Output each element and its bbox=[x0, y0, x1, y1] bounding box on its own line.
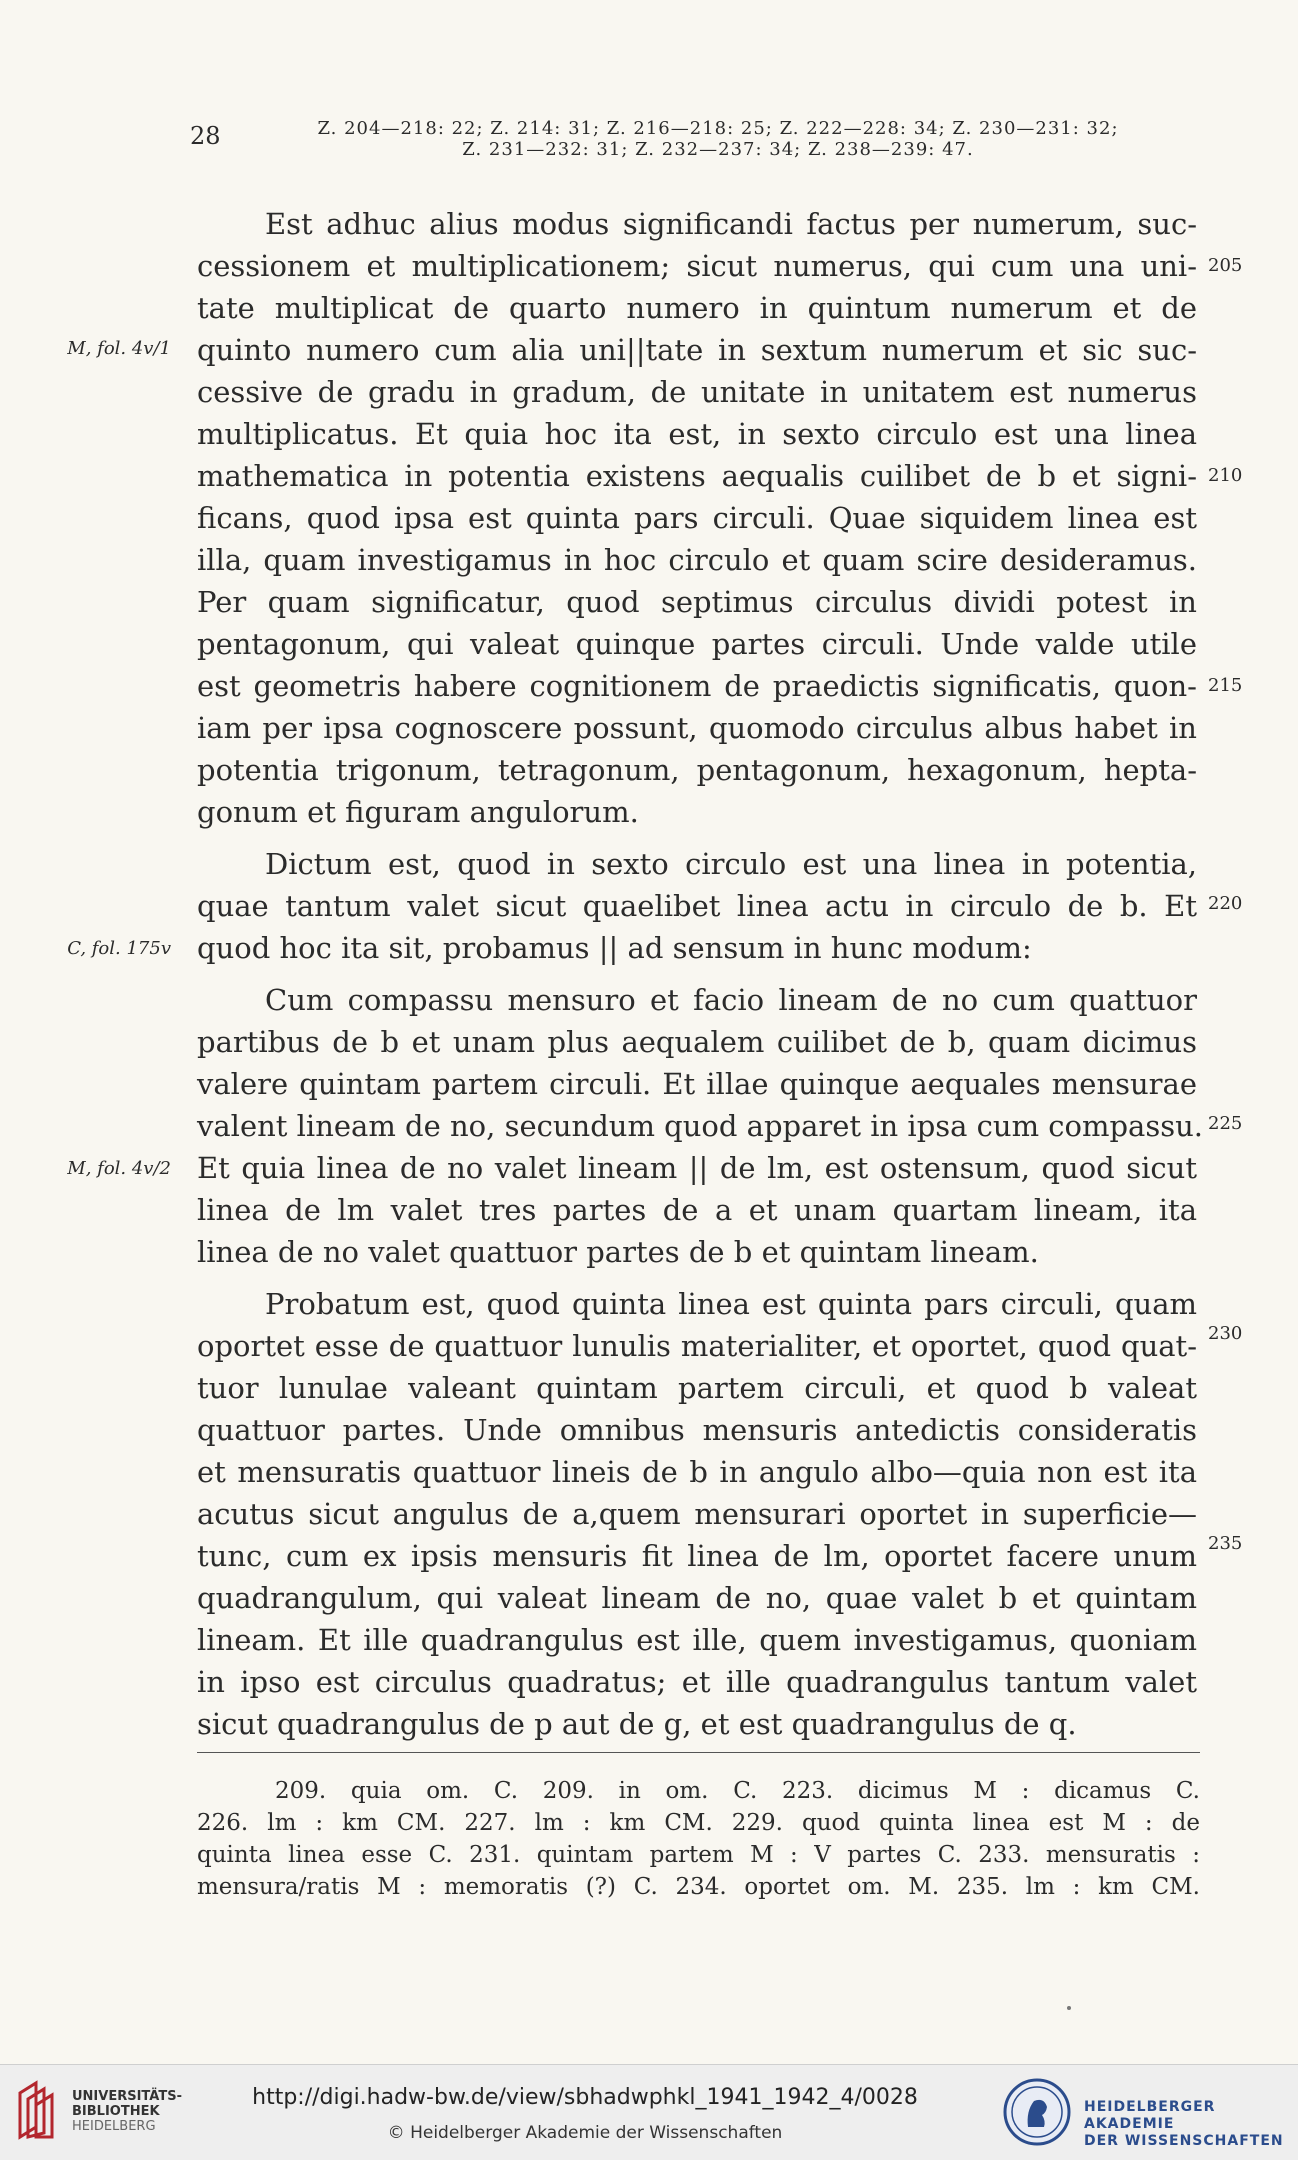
page-speck bbox=[1067, 2006, 1071, 2010]
footnote-line: quinta linea esse C. 231. quintam partem M : V partes C. 233. mensuratis : bbox=[197, 1842, 1200, 1868]
text-line: Cum compassu mensuro et facio lineam de no cum quattuor bbox=[265, 983, 1197, 1017]
text-line: in ipso est circulus quadratus; et ille quadrangulus tantum valet bbox=[197, 1665, 1197, 1699]
text-line: tunc, cum ex ipsis mensuris fit linea de lm, oportet facere unum bbox=[197, 1539, 1197, 1573]
academy-name-line: HEIDELBERGER AKADEMIE bbox=[1084, 2099, 1216, 2132]
permalink-url[interactable]: http://digi.hadw-bw.de/view/sbhadwphkl_1941_1942_4/0028 bbox=[252, 2085, 918, 2110]
text-line: et mensuratis quattuor lineis de b in angulo albo—quia non est ita bbox=[197, 1455, 1197, 1489]
text-line: linea de no valet quattuor partes de b et quintam lineam. bbox=[197, 1235, 1039, 1269]
viewer-footer bbox=[0, 2064, 1298, 2160]
uni-name-line: HEIDELBERG bbox=[72, 2119, 156, 2134]
text-line: iam per ipsa cognoscere possunt, quomodo circulus albus habet in bbox=[197, 711, 1197, 745]
header-apparatus-line-2: Z. 231—232: 31; Z. 232—237: 34; Z. 238—239: 47. bbox=[462, 139, 974, 160]
text-line: Et quia linea de no valet lineam || de lm, est ostensum, quod sicut bbox=[197, 1151, 1197, 1185]
footnote-divider bbox=[197, 1752, 1200, 1753]
text-line: quod hoc ita sit, probamus || ad sensum in hunc modum: bbox=[197, 931, 1032, 965]
text-line: ficans, quod ipsa est quinta pars circuli. Quae siquidem linea est bbox=[197, 501, 1197, 535]
text-line: Dictum est, quod in sexto circulo est una linea in potentia, bbox=[265, 847, 1197, 881]
line-number: 210 bbox=[1208, 465, 1243, 486]
text-line: valere quintam partem circuli. Et illae quinque aequales mensurae bbox=[197, 1067, 1197, 1101]
text-line: potentia trigonum, tetragonum, pentagonum, hexagonum, hepta- bbox=[197, 753, 1197, 787]
text-line: pentagonum, qui valeat quinque partes circuli. Unde valde utile bbox=[197, 627, 1197, 661]
line-number: 230 bbox=[1208, 1323, 1243, 1344]
text-line: oportet esse de quattuor lunulis materialiter, et oportet, quod quat- bbox=[197, 1329, 1197, 1363]
text-line: Probatum est, quod quinta linea est quinta pars circuli, quam bbox=[265, 1287, 1197, 1321]
line-number: 220 bbox=[1208, 893, 1243, 914]
university-library-logo-icon bbox=[14, 2079, 62, 2141]
university-library-name bbox=[72, 2089, 182, 2134]
footnote-line: mensura/ratis M : memoratis (?) C. 234. oportet om. M. 235. lm : km CM. bbox=[197, 1874, 1200, 1900]
line-number: 225 bbox=[1208, 1113, 1243, 1134]
line-number: 215 bbox=[1208, 675, 1243, 696]
text-line: tate multiplicat de quarto numero in quintum numerum et de bbox=[197, 291, 1197, 325]
text-line: acutus sicut angulus de a,quem mensurari oportet in superficie— bbox=[197, 1497, 1197, 1531]
copyright-notice: © Heidelberger Akademie der Wissenschaften bbox=[387, 2123, 783, 2143]
margin-note-folio: C, fol. 175v bbox=[67, 938, 171, 959]
footnote-line: 209. quia om. C. 209. in om. C. 223. dicimus M : dicamus C. bbox=[275, 1778, 1200, 1804]
text-line: quadrangulum, qui valeat lineam de no, quae valet b et quintam bbox=[197, 1581, 1197, 1615]
text-line: cessionem et multiplicationem; sicut numerus, qui cum una uni- bbox=[197, 249, 1197, 283]
line-number: 205 bbox=[1208, 255, 1243, 276]
text-line: illa, quam investigamus in hoc circulo et quam scire desideramus. bbox=[197, 543, 1197, 577]
line-number: 235 bbox=[1208, 1533, 1243, 1554]
text-line: Per quam significatur, quod septimus circulus dividi potest in bbox=[197, 585, 1197, 619]
footnote-line: 226. lm : km CM. 227. lm : km CM. 229. quod quinta linea est M : de bbox=[197, 1810, 1200, 1836]
text-line: quae tantum valet sicut quaelibet linea actu in circulo de b. Et bbox=[197, 889, 1197, 923]
margin-note-folio: M, fol. 4v/1 bbox=[67, 338, 171, 359]
uni-name-line: BIBLIOTHEK bbox=[72, 2104, 160, 2119]
academy-seal-icon bbox=[1002, 2077, 1072, 2147]
text-line: quinto numero cum alia uni||tate in sextum numerum et sic suc- bbox=[197, 333, 1197, 367]
page-number: 28 bbox=[190, 122, 221, 150]
text-line: tuor lunulae valeant quintam partem circuli, et quod b valeat bbox=[197, 1371, 1197, 1405]
text-line: cessive de gradu in gradum, de unitate in unitatem est numerus bbox=[197, 375, 1197, 409]
text-line: multiplicatus. Et quia hoc ita est, in sexto circulo est una linea bbox=[197, 417, 1197, 451]
margin-note-folio: M, fol. 4v/2 bbox=[67, 1158, 171, 1179]
text-line: lineam. Et ille quadrangulus est ille, quem investigamus, quoniam bbox=[197, 1623, 1197, 1657]
header-apparatus-line-1: Z. 204—218: 22; Z. 214: 31; Z. 216—218: 25; Z. 222—228: 34; Z. 230—231: 32; bbox=[317, 118, 1119, 139]
text-line: sicut quadrangulus de p aut de g, et est quadrangulus de q. bbox=[197, 1707, 1077, 1741]
critical-apparatus bbox=[197, 1775, 1200, 1903]
text-line: valent lineam de no, secundum quod apparet in ipsa cum compassu. bbox=[197, 1109, 1204, 1143]
text-line: partibus de b et unam plus aequalem cuilibet de b, quam dicimus bbox=[197, 1025, 1197, 1059]
text-line: gonum et figuram angulorum. bbox=[197, 795, 639, 829]
academy-name-line: DER WISSENSCHAFTEN bbox=[1084, 2133, 1284, 2149]
text-line: Est adhuc alius modus significandi factus per numerum, suc- bbox=[265, 207, 1197, 241]
text-line: mathematica in potentia existens aequalis cuilibet de b et signi- bbox=[197, 459, 1197, 493]
text-line: est geometris habere cognitionem de praedictis significatis, quon- bbox=[197, 669, 1197, 703]
uni-name-line: UNIVERSITÄTS- bbox=[72, 2089, 182, 2104]
academy-name bbox=[1084, 2099, 1298, 2150]
text-line: quattuor partes. Unde omnibus mensuris antedictis consideratis bbox=[197, 1413, 1197, 1447]
text-line: linea de lm valet tres partes de a et unam quartam lineam, ita bbox=[197, 1193, 1197, 1227]
